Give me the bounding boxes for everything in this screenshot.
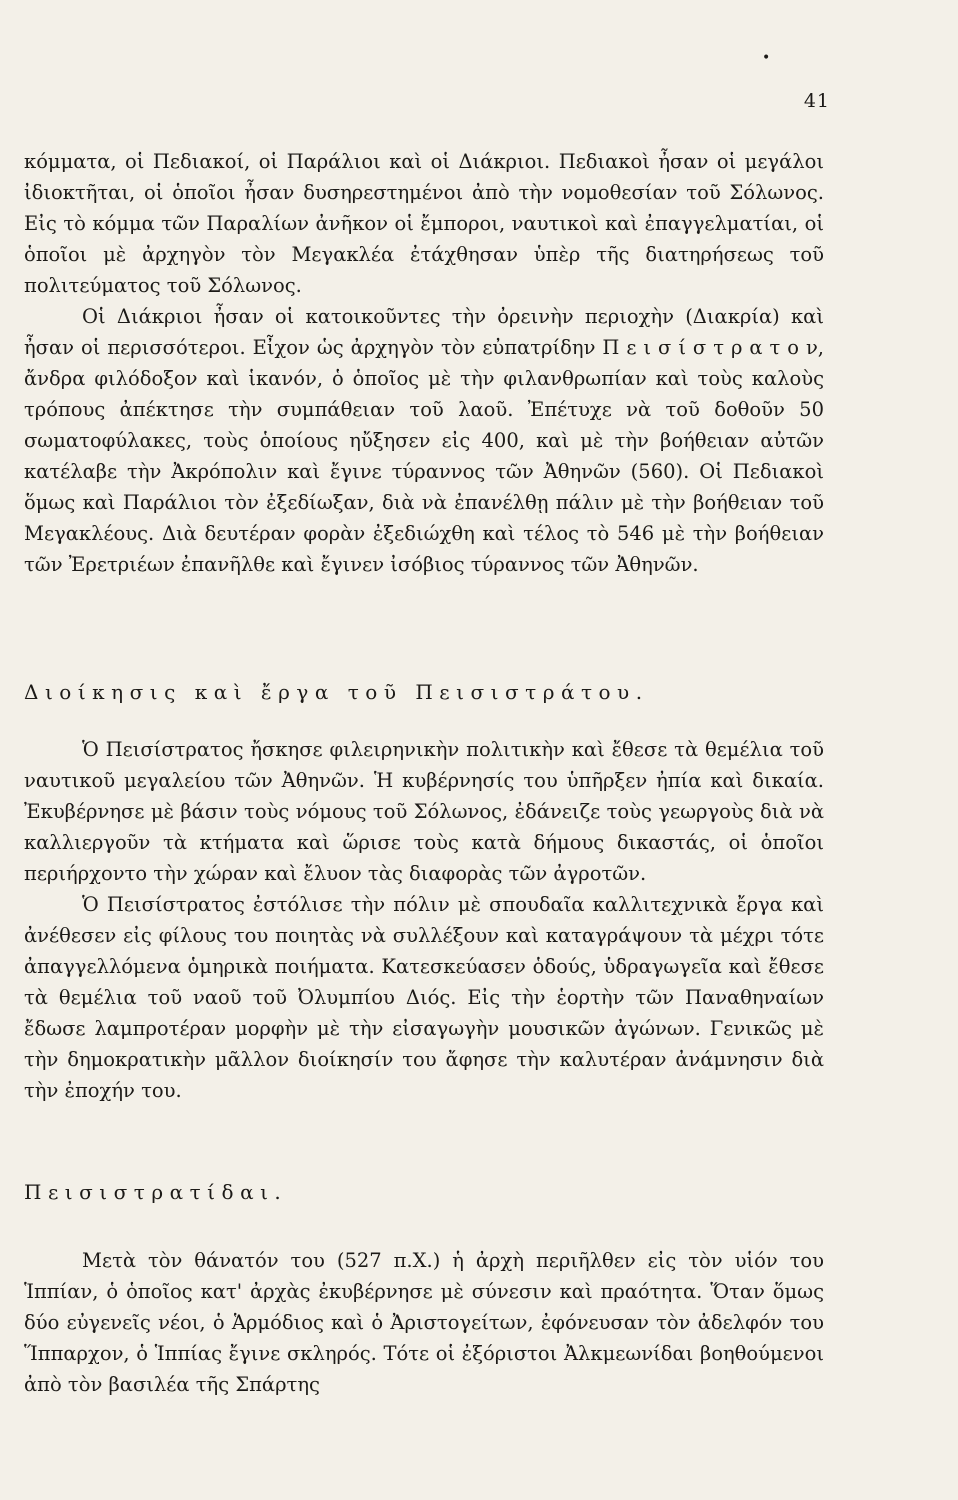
stray-mark: • [762, 50, 771, 66]
paragraph: Μετὰ τὸν θάνατόν του (527 π.Χ.) ἡ ἀρχὴ περιῆλθεν εἰς τὸν υἱόν του Ἱππίαν, ὁ ὁποῖος κατ' ἀρχὰς ἐκυβέρνησε μὲ σύνεσιν καὶ πραότητα. Ὅταν ὅμως δύο εὐγενεῖς νέοι, ὁ Ἁρμόδιος καὶ ὁ Ἀριστογείτων, ἐφόνευσαν τὸν ἀδελφόν του Ἵππαρχον, ὁ Ἱππίας ἔγινε σκληρός. Τότε οἱ ἐξόριστοι Ἀλκμεωνίδαι βοηθούμενοι ἀπὸ τὸν βασιλέα τῆς Σπάρτης [24, 1249, 824, 1396]
section-heading: Διοίκησις καὶ ἔργα τοῦ Πεισιστράτου. [24, 680, 649, 704]
paragraph: Ὁ Πεισίστρατος ἤσκησε φιλειρηνικὴν πολιτικὴν καὶ ἔθεσε τὰ θεμέλια τοῦ ναυτικοῦ μεγαλείου τῶν Ἀθηνῶν. Ἡ κυβέρνησίς του ὑπῆρξεν ἠπία καὶ δικαία. Ἐκυβέρνησε μὲ βάσιν τοὺς νόμους τοῦ Σόλωνος, ἐδάνειζε τοὺς γεωργοὺς διὰ νὰ καλλιεργοῦν τὰ κτήματα καὶ ὥρισε τοὺς κατὰ δήμους δικαστάς, οἱ ὁποῖοι περιήρχοντο τὴν χώραν καὶ ἔλυον τὰς διαφορὰς τῶν ἀγροτῶν. [24, 738, 824, 885]
paragraph: Ὁ Πεισίστρατος ἐστόλισε τὴν πόλιν μὲ σπουδαῖα καλλιτεχνικὰ ἔργα καὶ ἀνέθεσεν εἰς φίλους του ποιητὰς νὰ συλλέξουν καὶ καταγράψουν τὰ μέχρι τότε ἀπαγγελλόμενα ὁμηρικὰ ποιήματα. Κατεσκεύασεν ὁδούς, ὑδραγωγεῖα καὶ ἔθεσε τὰ θεμέλια τοῦ ναοῦ τοῦ Ὀλυμπίου Διός. Εἰς τὴν ἑορτὴν τῶν Παναθηναίων ἔδωσε λαμπροτέραν μορφὴν μὲ τὴν εἰσαγωγὴν μουσικῶν ἀγώνων. Γενικῶς μὲ τὴν δημοκρατικὴν μᾶλλον διοίκησίν του ἄφησε τὴν καλυτέραν ἀνάμνησιν διὰ τὴν ἐποχήν του. [24, 893, 824, 1102]
paragraph: κόμματα, οἱ Πεδιακοί, οἱ Παράλιοι καὶ οἱ Διάκριοι. Πεδιακοὶ ἦσαν οἱ μεγάλοι ἰδιοκτῆται, οἱ ὁποῖοι ἦσαν δυσηρεστημένοι ἀπὸ τὴν νομοθεσίαν τοῦ Σόλωνος. Εἰς τὸ κόμμα τῶν Παραλίων ἀνῆκον οἱ ἔμποροι, ναυτικοὶ καὶ ἐπαγγελματίαι, οἱ ὁποῖοι μὲ ἀρχηγὸν τὸν Μεγακλέα ἐτάχθησαν ὑπὲρ τῆς διατηρήσεως τοῦ πολιτεύματος τοῦ Σόλωνος. [24, 150, 824, 297]
section-heading: Πεισιστρατίδαι. [24, 1180, 288, 1204]
section-3-body [24, 1245, 824, 1400]
section-1-body [24, 146, 824, 580]
paragraph: Οἱ Διάκριοι ἦσαν οἱ κατοικοῦντες τὴν ὀρεινὴν περιοχὴν (Διακρία) καὶ ἦσαν οἱ περισσότεροι. Εἶχον ὡς ἀρχηγὸν τὸν εὐπατρίδην Π ε ι σ ί σ τ ρ α τ ο ν, ἄνδρα φιλόδοξον καὶ ἱκανόν, ὁ ὁποῖος μὲ τὴν φιλανθρωπίαν καὶ τοὺς καλοὺς τρόπους ἀπέκτησε τὴν συμπάθειαν τοῦ λαοῦ. Ἐπέτυχε νὰ τοῦ δοθοῦν 50 σωματοφύλακες, τοὺς ὁποίους ηὔξησεν εἰς 400, καὶ μὲ τὴν βοήθειαν αὐτῶν κατέλαβε τὴν Ἀκρόπολιν καὶ ἔγινε τύραννος τῶν Ἀθηνῶν (560). Οἱ Πεδιακοὶ ὅμως καὶ Παράλιοι τὸν ἐξεδίωξαν, διὰ νὰ ἐπανέλθῃ πάλιν μὲ τὴν βοήθειαν τοῦ Μεγακλέους. Διὰ δευτέραν φορὰν ἐξεδιώχθη καὶ τέλος τὸ 546 μὲ τὴν βοήθειαν τῶν Ἐρετριέων ἐπανῆλθε καὶ ἔγινεν ἰσόβιος τύραννος τῶν Ἀθηνῶν. [24, 305, 824, 576]
page-number: 41 [803, 90, 830, 112]
section-2-body [24, 734, 824, 1106]
